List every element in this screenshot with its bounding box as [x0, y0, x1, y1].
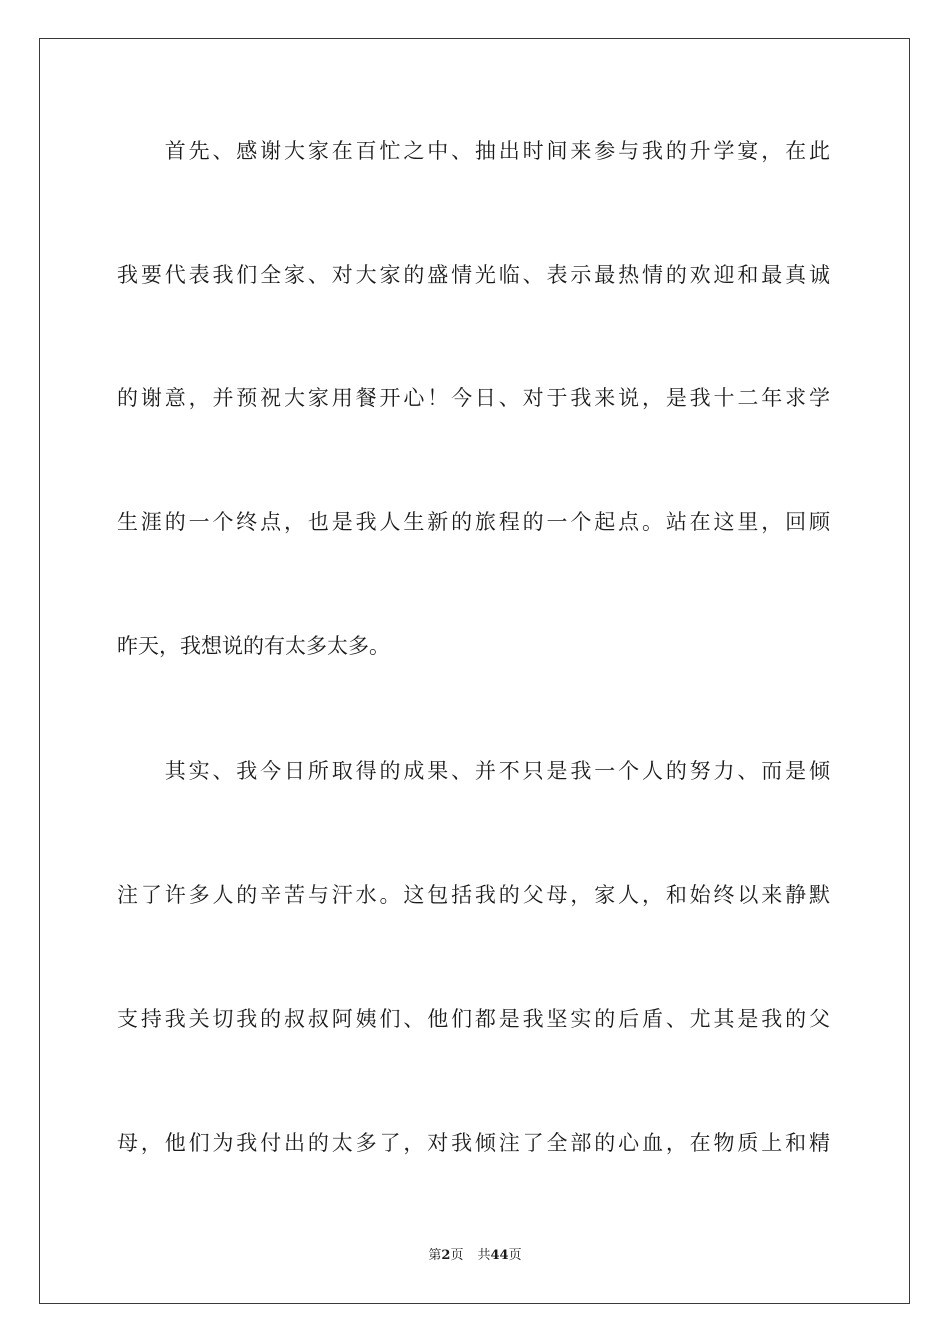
total-pages: 44: [490, 1248, 509, 1263]
paragraph-2-line-3: 支持我关切我的叔叔阿姨们、他们都是我坚实的后盾、尤其是我的父: [117, 1007, 830, 1031]
paragraph-1-line-5: 昨天，我想说的有太多太多。: [117, 634, 390, 658]
page-border: [39, 38, 910, 1304]
paragraph-2-line-2: 注了许多人的辛苦与汗水。这包括我的父母，家人，和始终以来静默: [117, 883, 830, 907]
page-footer: [0, 1247, 950, 1265]
page-prefix: 第: [428, 1248, 442, 1263]
paragraph-2-line-4: 母，他们为我付出的太多了，对我倾注了全部的心血，在物质上和精: [117, 1131, 830, 1155]
page-number: 2: [441, 1248, 451, 1263]
paragraph-1-line-1: 首先、感谢大家在百忙之中、抽出时间来参与我的升学宴，在此: [117, 139, 830, 163]
paragraph-1-line-3: 的谢意，并预祝大家用餐开心！今日、对于我来说，是我十二年求学: [117, 386, 830, 410]
paragraph-2-line-1: 其实、我今日所取得的成果、并不只是我一个人的努力、而是倾: [117, 759, 830, 783]
total-suffix: 页: [508, 1248, 522, 1263]
paragraph-1-line-4: 生涯的一个终点，也是我人生新的旅程的一个起点。站在这里，回顾: [117, 510, 830, 534]
total-prefix: 共: [477, 1248, 491, 1263]
page-suffix: 页: [450, 1248, 464, 1263]
paragraph-1-line-2: 我要代表我们全家、对大家的盛情光临、表示最热情的欢迎和最真诚: [117, 263, 830, 287]
